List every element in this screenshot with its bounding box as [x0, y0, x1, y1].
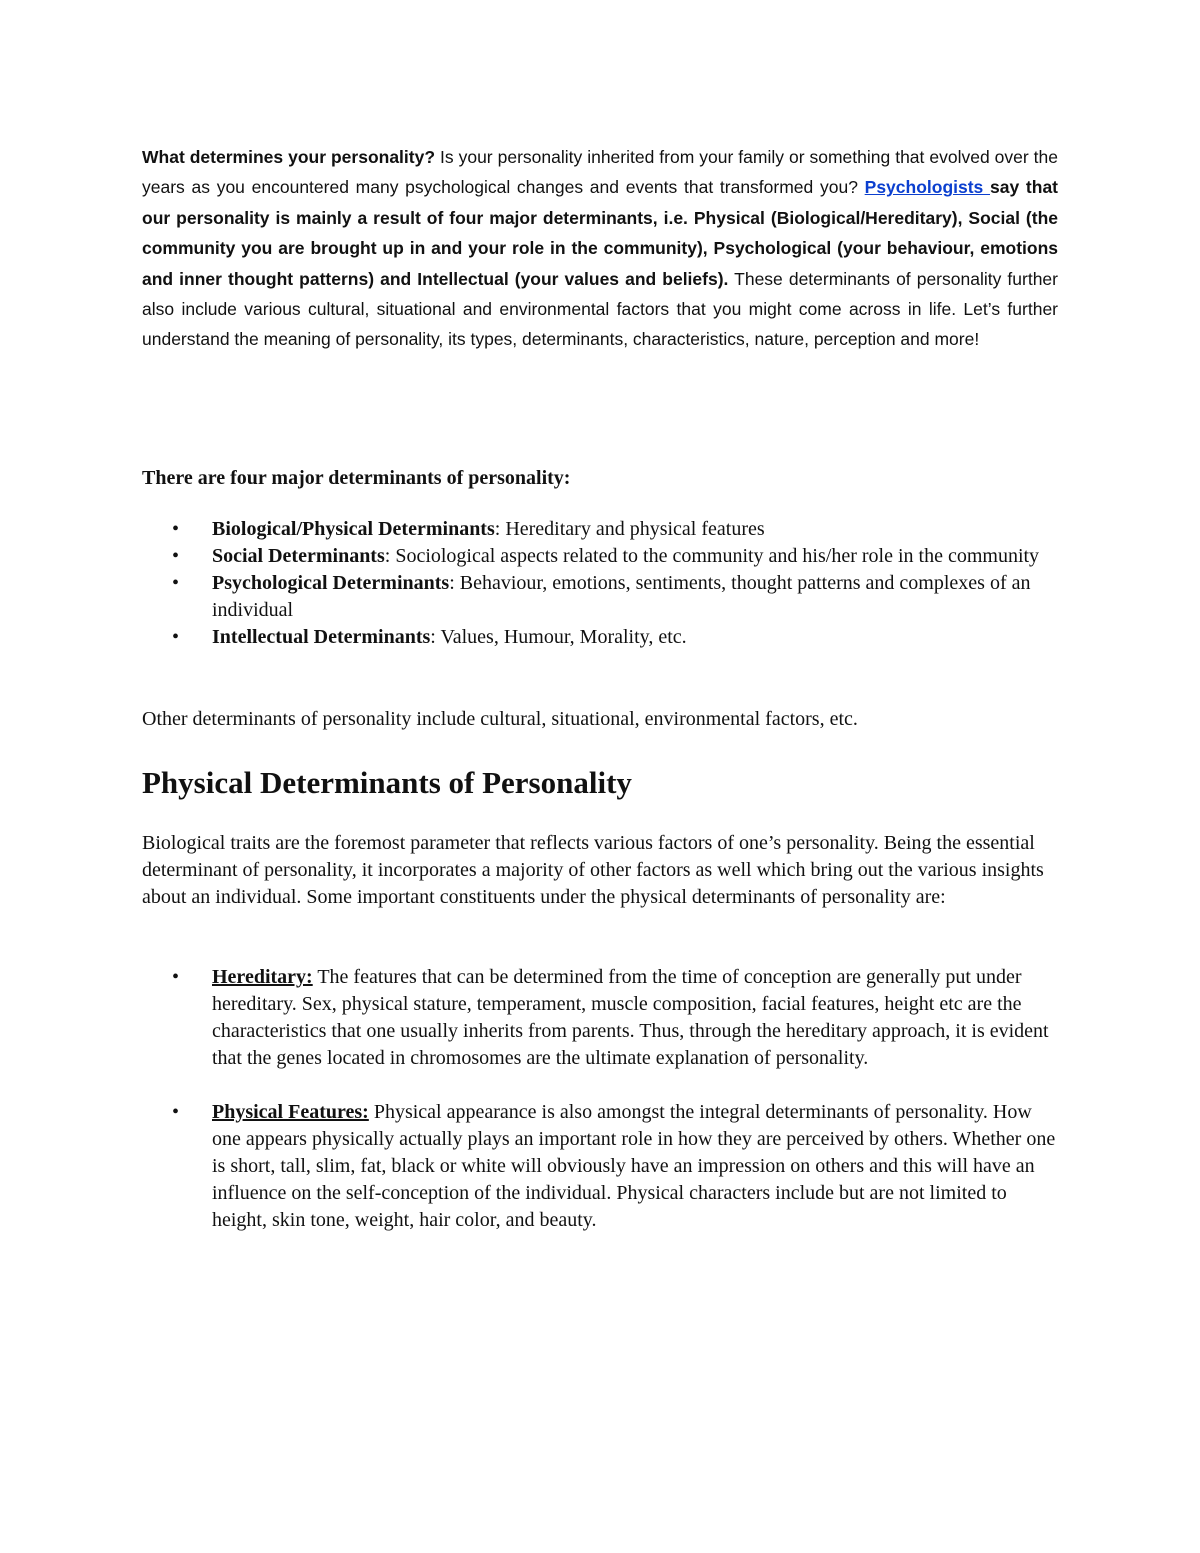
list-item-desc: Physical appearance is also amongst the integral determinants of personality. How one appears physically actually plays an important role in how they are perceived by others. Whether one is short, tall, slim, fat, black or white will obviously have an impression on others and this will have an influence on the self-conception of the individual. Physical characters include but are not limited to height, skin tone, weight, hair color, and beauty.: [212, 1101, 1056, 1231]
list-item-desc: : Behaviour, emotions, sentiments, thought patterns and complexes of an individual: [212, 572, 1031, 621]
list-item-desc: The features that can be determined from the time of conception are generally put under hereditary. Sex, physical stature, temperament, muscle composition, facial features, height etc are the characteristics that one usually inherits from parents. Thus, through the hereditary approach, it is evident that the genes located in chromosomes are the ultimate explanation of personality.: [212, 966, 1049, 1069]
intro-text-1: Is your personality inherited from your family or something that evolved over the years as you encountered many psychological changes and events that transformed you?: [142, 147, 1058, 198]
list-item-term: Physical Features:: [212, 1101, 369, 1123]
list-item-term: Social Determinants: [212, 545, 385, 567]
section-paragraph: Biological traits are the foremost parameter that reflects various factors of one’s personality. Being the essential determinant of personality, it incorporates a majority of other factors as well which bring out the various insights about an individual. Some important constituents under the physical determinants of personality are:: [142, 832, 1044, 908]
other-determinants-text: Other determinants of personality include cultural, situational, environmental factors, etc.: [142, 708, 858, 730]
list-item-desc: : Hereditary and physical features: [494, 518, 765, 540]
list-item: [142, 543, 1058, 570]
list-item: [142, 624, 1058, 651]
intro-lead-question: What determines your personality?: [142, 147, 436, 167]
determinants-list: [142, 516, 1058, 651]
list-item: [142, 516, 1058, 543]
intro-text-2: These determinants of personality further also include various cultural, situational and environmental factors that you might come across in life. Let’s further understand the meaning of personality, its types, determinants, characteristics, nature, perception and more!: [142, 268, 1058, 350]
four-determinants-heading: There are four major determinants of personality:: [142, 467, 571, 489]
section-heading: Physical Determinants of Personality: [142, 765, 632, 800]
list-item-term: Psychological Determinants: [212, 572, 450, 594]
list-item-term: Intellectual Determinants: [212, 626, 431, 648]
intro-bold-summary: say that our personality is mainly a result of four major determinants, i.e. Physical (Biological/Hereditary), Social (the community you are brought up in and your role in the community), Psychological (your behaviour, emotions and inner thought patterns) and Intellectual (your values and beliefs).: [142, 177, 1059, 289]
list-item: [142, 1099, 1058, 1234]
list-item-desc: : Sociological aspects related to the community and his/her role in the community: [384, 545, 1040, 567]
intro-paragraph: [142, 142, 1058, 355]
list-item-term: Biological/Physical Determinants: [212, 518, 495, 540]
list-item: [142, 570, 1058, 624]
list-item: [142, 964, 1058, 1072]
psychologists-link[interactable]: Psychologists: [864, 177, 991, 198]
list-item-term: Hereditary:: [212, 966, 313, 988]
physical-determinants-list: [142, 964, 1058, 1261]
list-item-desc: : Values, Humour, Morality, etc.: [430, 626, 687, 648]
